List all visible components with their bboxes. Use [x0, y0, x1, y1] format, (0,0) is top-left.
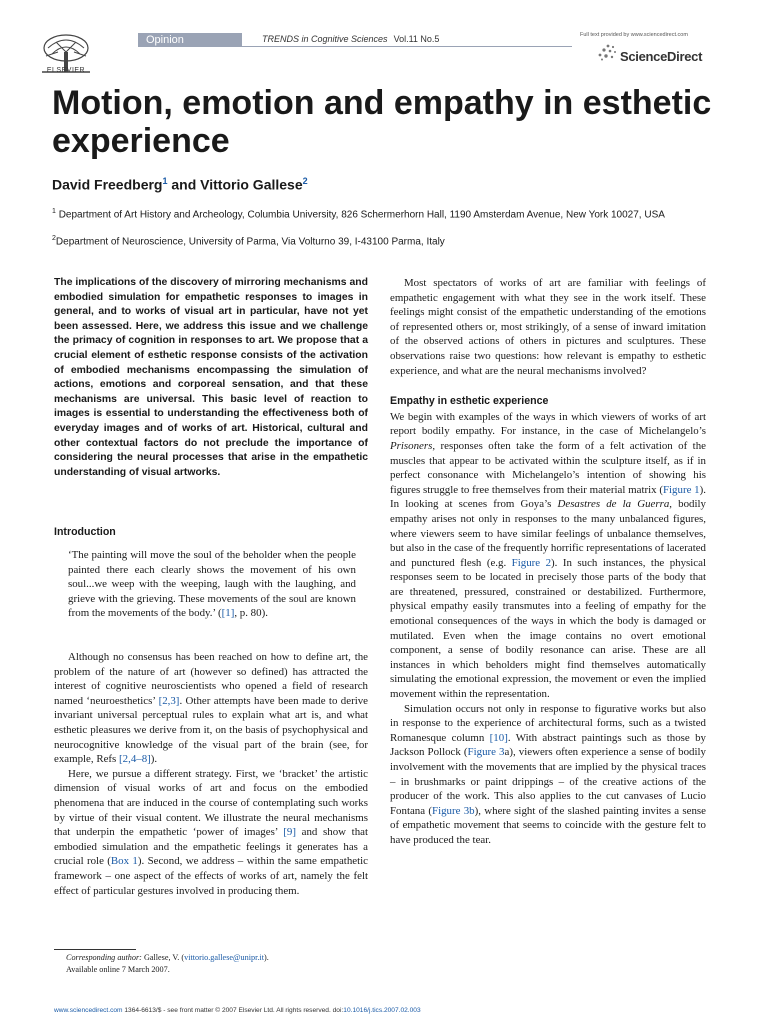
empathy-p2-text-a: Simulation occurs not only in response to figurative works but also in response to the experience of architectural forms, such as a twisted Romanesque column: [390, 702, 706, 744]
intro-p2-text-c: ). Second, we address – within the same empathetic framework – one aspect of the effects of works of art, namely the felt effect of particular gestures involved in producing them.: [54, 855, 368, 897]
available-online-note: Available online 7 March 2007.: [66, 965, 170, 974]
empathy-p2-text-b: . With abstract paintings such as those by Jackson Pollock (: [390, 731, 706, 759]
empathy-p1-text-b: , responses often take the form of a felt activation of the muscles that appear to be activated within the sculpture itself, as if in perfect consonance with Michelangelo’s intention of showing his figures struggle to free themselves from their material matrix (: [390, 439, 706, 496]
intro-heading: Introduction: [54, 526, 116, 538]
page-footer: [54, 1007, 421, 1014]
corr-end: ).: [263, 953, 269, 962]
corr-email-link[interactable]: vittorio.gallese@unipr.it: [184, 953, 264, 962]
fulltext-note[interactable]: Full text provided by www.sciencedirect.com: [580, 32, 688, 38]
author-2: Vittorio Gallese: [200, 176, 303, 193]
empathy-heading: Empathy in esthetic experience: [390, 395, 549, 408]
ref-link-9[interactable]: [9]: [283, 826, 296, 839]
author-list: [52, 176, 308, 193]
figure-3b-link[interactable]: Figure 3b: [432, 804, 475, 817]
figure-3-link[interactable]: Figure 3: [467, 746, 505, 759]
corr-label: Corresponding author:: [66, 953, 142, 962]
author-1: David Freedberg: [52, 176, 163, 193]
affiliation-2: [52, 232, 722, 248]
empathy-p1-text-a: We begin with examples of the ways in which viewers of works of art report bodily empathy. For instance, in the case of Michelangelo’s: [390, 410, 706, 438]
intro-quote: [68, 548, 356, 621]
empathy-paragraph-1: [390, 410, 706, 702]
journal-name: TRENDS in Cognitive Sciences: [262, 34, 388, 44]
affiliation-2-num: 2: [52, 235, 56, 242]
desastres-title: Desastres de la Guerra: [557, 498, 670, 511]
intro-p1-text-c: ).: [150, 753, 158, 766]
corr-name: Gallese, V. (: [141, 953, 185, 962]
intro-p1-text-b: . Other attempts have been made to derive invariant universal perceptual rules to explain what art is, and what esthetic pleasures we derive from it, on the basis of psychophysical and neurocognitive knowledge of the visual part of the brain (see, for example, Refs: [54, 694, 368, 766]
prisoners-title: Prisoners: [390, 439, 433, 452]
affiliation-1-text: Department of Art History and Archeology, Columbia University, 826 Schermerhorn Hall, 1190 Amsterdam Avenue, New York 10027, USA: [58, 209, 665, 221]
ref-link-10[interactable]: [10]: [489, 731, 508, 744]
elsevier-logo-text: ELSEVIER: [46, 67, 86, 74]
quote-ref-link[interactable]: [1]: [221, 607, 235, 620]
author-2-affil-mark[interactable]: 2: [302, 176, 308, 186]
footer-copyright: 1364-6613/$ - see front matter © 2007 Elsevier Ltd. All rights reserved. doi:: [122, 1007, 344, 1014]
empathy-p1-text-c: ). In looking at scenes from Goya’s: [390, 483, 706, 511]
article-title: Motion, emotion and empathy in esthetic experience: [52, 84, 712, 160]
intro-body: [54, 650, 368, 898]
right-intro-paragraph: Most spectators of works of art are familiar with feelings of empathetic engagement with what they see in the work itself. These feelings might consist of the empathetic understanding of the emotions of represented others or, most strikingly, of a sense of inward imitation of the observed actions of others in pictures and sculptures. These observations raise two questions: how relevant is empathy to esthetic experience, and what are the neural mechanisms involved?: [390, 277, 706, 377]
figure-1-link[interactable]: Figure 1: [662, 483, 700, 496]
right-column: [390, 276, 706, 848]
ref-link-2-3[interactable]: [2,3]: [158, 694, 180, 707]
empathy-p2-text-c: a), viewers often experience a sense of bodily involvement with the movements that are implied by the physical traces – in brushmarks or paint drippings – of the creative actions of the producer of the work. This also applies to the cut canvases of Lucio Fontana (: [390, 746, 706, 817]
empathy-p1-text-e: ). In such instances, the physical responses seem to be located in precisely those parts of the body that are threatened, pressured, constrained or destabilized. Furthermore, physical empathy easily transmutes into a feeling of empathy for the emotional consequences of the ways in which the body is damaged or mutilated. Even when the image contains no overt emotional component, a sense of bodily resonance can arise. These are all instances in which beholders might find themselves automatically simulating the emotional expression, the movement or even the implied movement within the representation.: [390, 556, 706, 701]
sciencedirect-dots-icon: [596, 43, 618, 61]
figure-2-link[interactable]: Figure 2: [511, 556, 552, 569]
footer-site-link[interactable]: www.sciencedirect.com: [54, 1007, 123, 1014]
sciencedirect-logo: ScienceDirect: [620, 49, 703, 64]
intro-p2-text-b: and show that embodied simulation and the empathetic feelings it generates has a crucial role (: [54, 826, 368, 868]
affiliation-1-num: 1: [52, 208, 56, 215]
corresponding-author-note: [66, 952, 366, 963]
author-separator: and: [167, 176, 201, 193]
section-tag: Opinion: [138, 33, 242, 47]
box-1-link[interactable]: Box 1: [110, 855, 138, 868]
footer-doi-link[interactable]: 10.1016/j.tics.2007.02.003: [343, 1007, 421, 1014]
empathy-paragraph-2: [390, 702, 706, 848]
empathy-p1-text-d: , bodily empathy arises not only in responses to the many unbalanced figures, where viewers seem to have similar feelings of unbalance themselves, but also in the case of the frequently horrific representations of lacerated and punctured flesh (e.g.: [390, 498, 706, 569]
journal-info: [262, 34, 439, 44]
empathy-p2-text-d: ), where sight of the slashed painting invites a sense of empathetic movement that seems to coincide with the gesture felt to have produced the tear.: [390, 804, 706, 846]
author-1-affil-mark[interactable]: 1: [162, 176, 168, 186]
footnote-rule: [54, 949, 136, 950]
intro-paragraph-1: [54, 650, 368, 767]
quote-end: , p. 80).: [234, 607, 268, 620]
header-rule: [242, 46, 572, 47]
ref-link-2-4-8[interactable]: [2,4–8]: [119, 753, 151, 766]
intro-paragraph-2: [54, 767, 368, 898]
affiliation-1: [52, 205, 722, 221]
quote-text: ‘The painting will move the soul of the beholder when the people painted there each clearly shows the movement of his own soul...we weep with the weeping, laugh with the laughing, and grieve with the grieving. These movements of the soul are known from the movements of the body.’ (: [68, 549, 356, 620]
journal-volume: Vol.11 No.5: [393, 34, 440, 44]
abstract: The implications of the discovery of mirroring mechanisms and embodied simulation for empathetic responses to images in general, and to works of visual art in particular, have not yet been assessed. Here, we address this issue and we challenge the primacy of cognition in responses to art. We propose that a crucial element of esthetic response consists of the activation of embodied mechanisms encompassing the simulation of actions, emotions and corporeal sensation, and that these mechanisms are universal. This basic level of reaction to images is essential to understanding the effectiveness both of everyday images and of works of art. Historical, cultural and other contextual factors do not preclude the importance of considering the neural processes that arise in the empathetic understanding of visual artworks.: [54, 277, 368, 478]
intro-p2-text-a: Here, we pursue a different strategy. First, we ‘bracket’ the artistic dimension of visual works of art and focus on the embodied phenomena that are induced in the course of contemplating such works by virtue of their visual content. We illustrate the neural mechanisms that underpin the empathetic ‘power of images’: [54, 767, 368, 839]
affiliation-2-text: Department of Neuroscience, University of Parma, Via Volturno 39, I-43100 Parma, Italy: [55, 236, 445, 248]
intro-p1-text-a: Although no consensus has been reached on how to define art, the problem of the nature of art (however so defined) has attracted the interest of cognitive neuroscientists who opened a field of research named ‘neuroesthetics’: [54, 651, 368, 707]
